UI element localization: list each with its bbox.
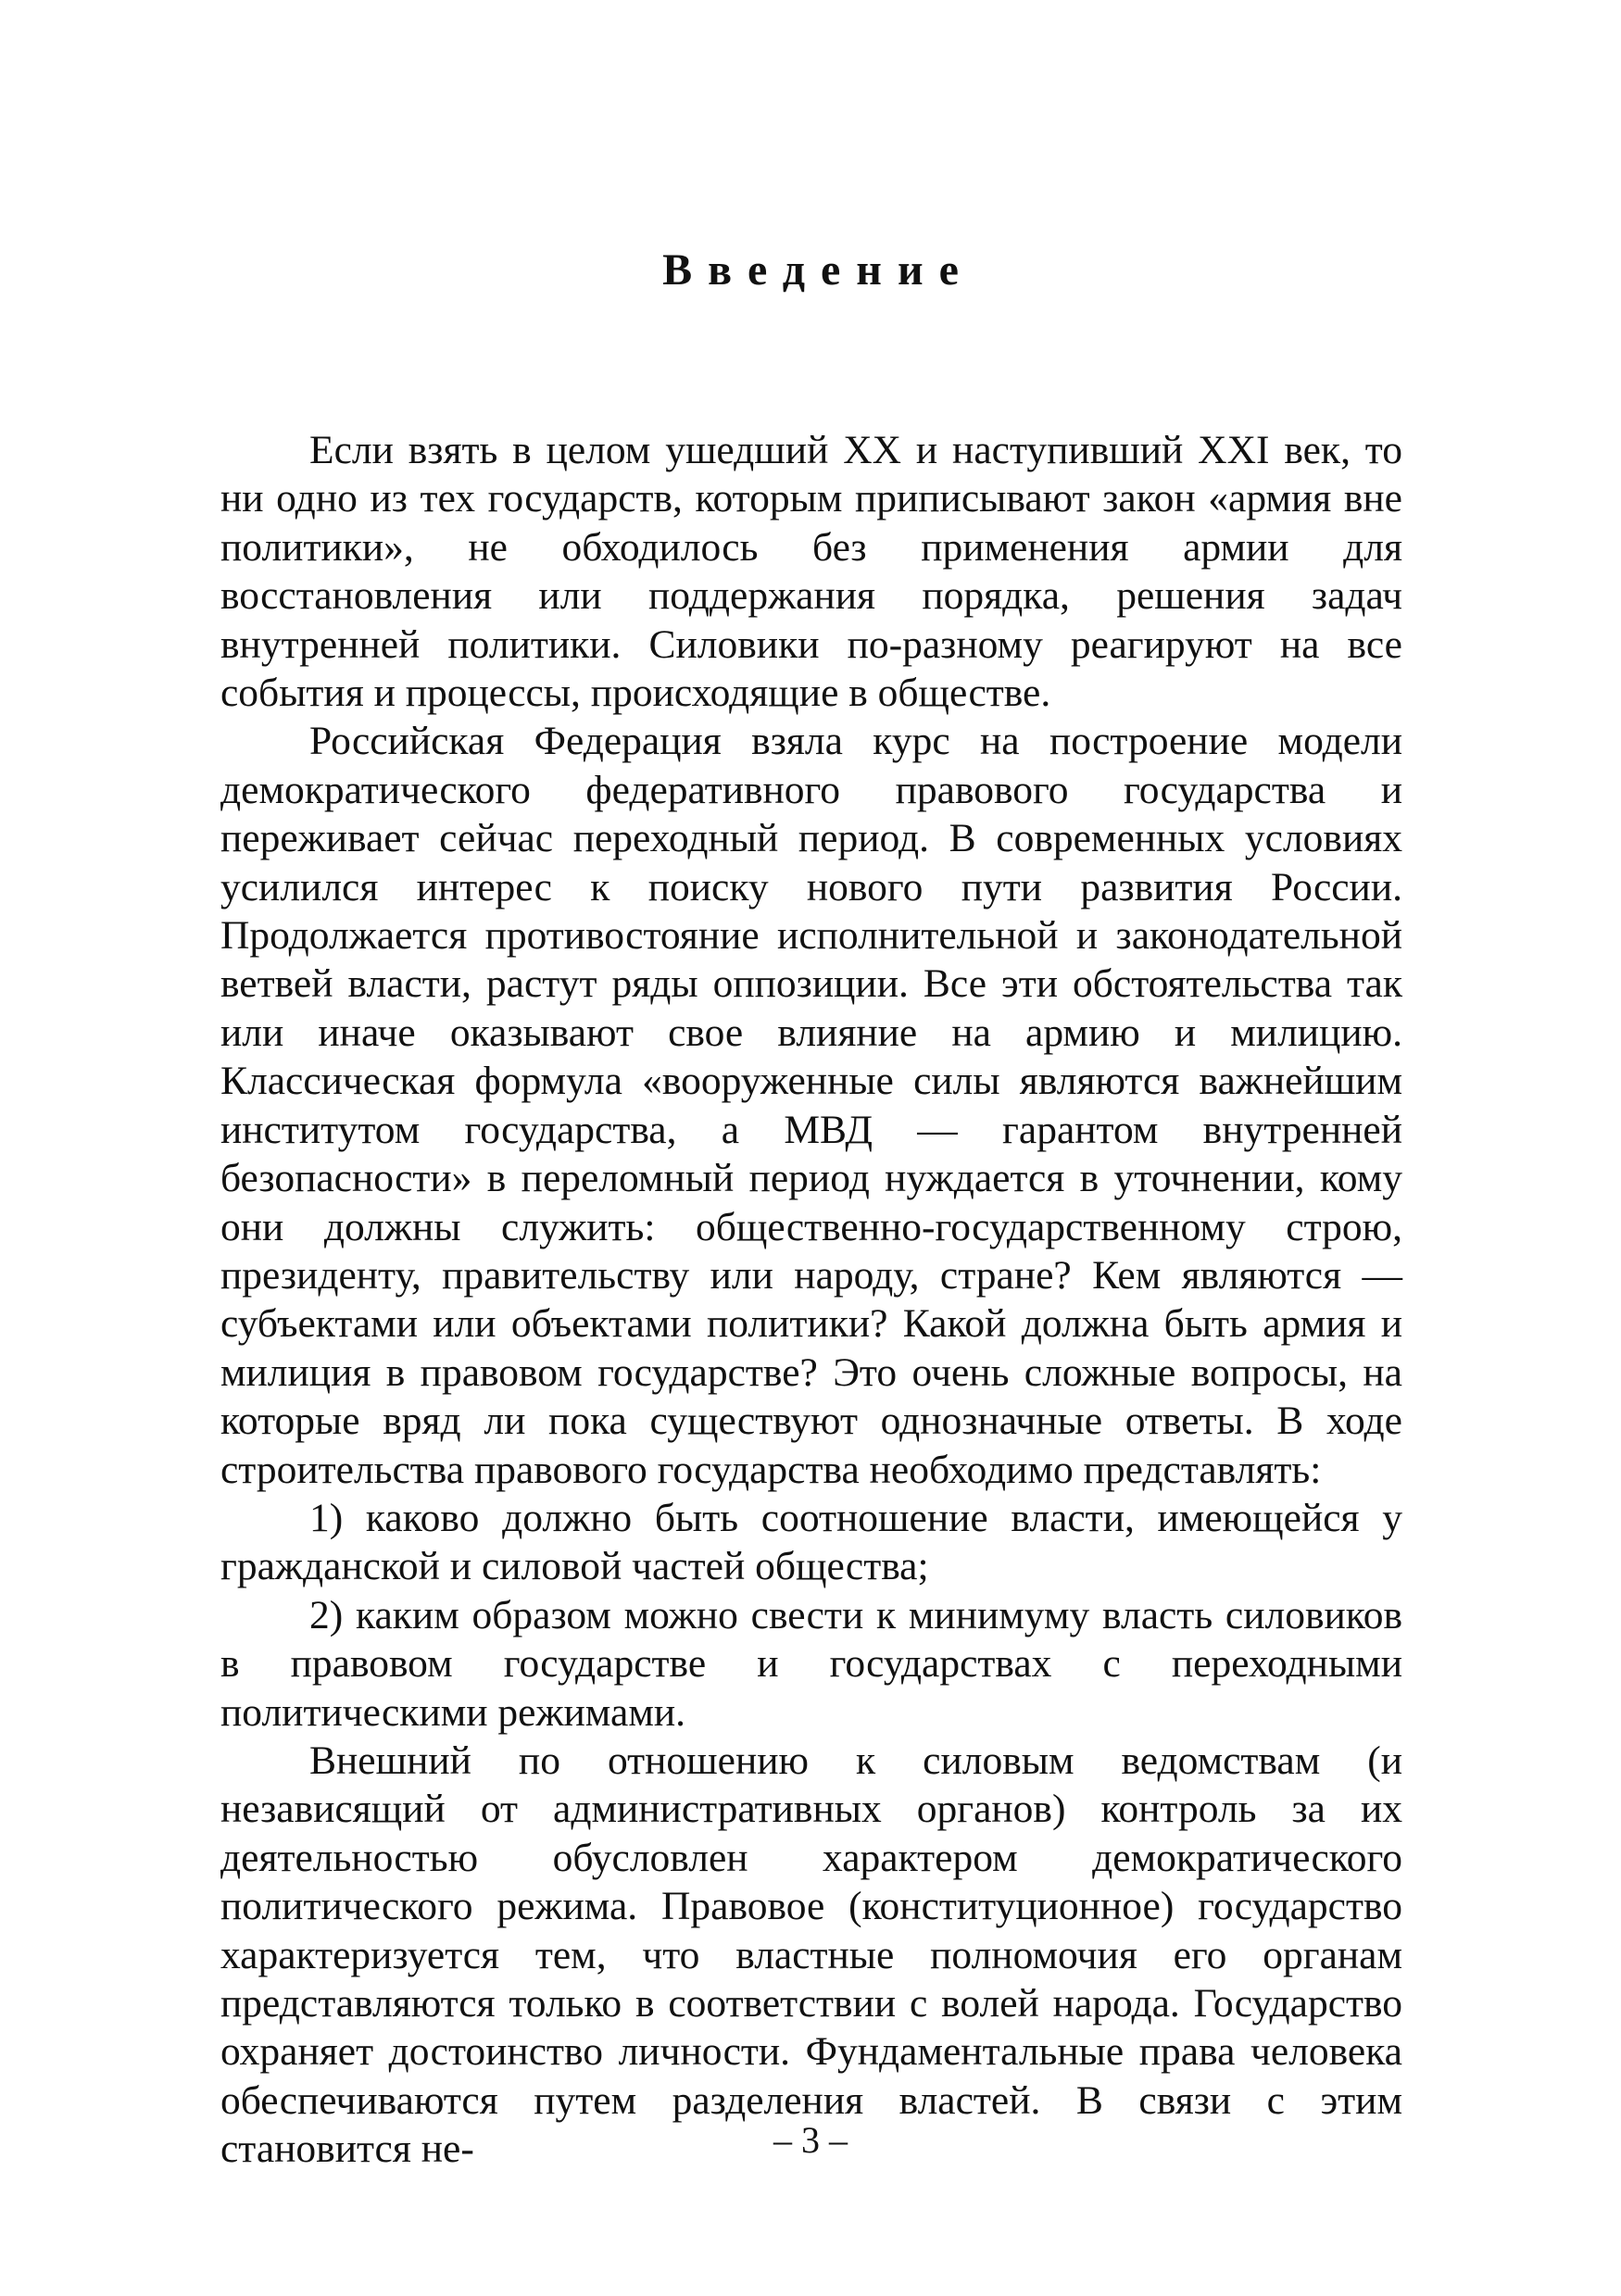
paragraph: Если взять в целом ушедший XX и наступивший XXI век, то ни одно из тех государств, которым приписывают закон «армия вне политики», не обходилось без применения армии для восстановления или поддержания порядка, решения задач внутренней политики. Силовики по-разному реагируют на все события и процессы, происходящие в обществе. (220, 428, 1402, 716)
page-number: – 3 – (773, 2119, 848, 2161)
body-text (220, 426, 1402, 2174)
chapter-heading: Введение (662, 245, 974, 295)
paragraph: Российская Федерация взяла курс на построение модели демократического федеративного правового государства и переживает сейчас переходный период. В современных условиях усилился интерес к поиску нового пути развития России. Продолжается противостояние исполнительной и законодательной ветвей власти, растут ряды оппозиции. Все эти обстоятельства так или иначе оказывают свое влияние на армию и милицию. Классическая формула «вооруженные силы являются важнейшим институтом государства, а МВД — гарантом внутренней безопасности» в переломный период нуждается в уточнении, кому они должны служить: общественно-государственному строю, президенту, правительству или народу, стране? Кем являются — субъектами или объектами политики? Какой должна быть армия и милиция в правовом государстве? Это очень сложные вопросы, на которые вряд ли пока существуют однозначные ответы. В ходе строительства правового государства необходимо представлять: (220, 719, 1402, 1492)
list-item: 1) каково должно быть соотношение власти, имеющейся у гражданской и силовой частей общества; (220, 1495, 1402, 1589)
paragraph: Внешний по отношению к силовым ведомствам (и независящий от административных органов) контроль за их деятельностью обусловлен характером демократического политического режима. Правовое (конституционное) государство характеризуется тем, что властные полномочия его органам представляются только в соответствии с волей народа. Государство охраняет достоинство личности. Фундаментальные права человека обеспечиваются путем разделения властей. В связи с этим становится не- (220, 1738, 1402, 2172)
list-item: 2) каким образом можно свести к минимуму власть силовиков в правовом государстве и государствах с переходными политическими режимами. (220, 1592, 1402, 1735)
